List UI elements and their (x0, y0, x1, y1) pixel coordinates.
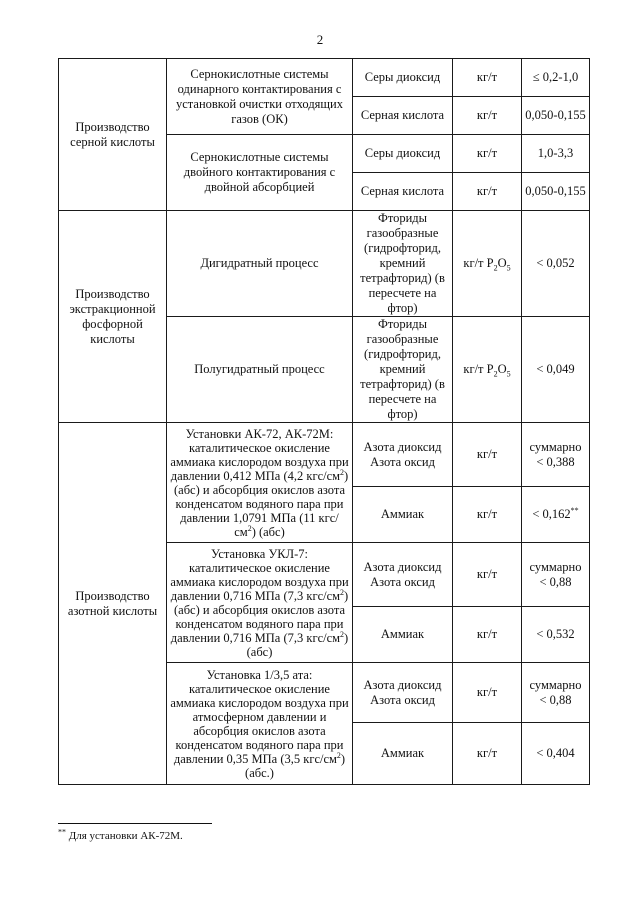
process-cell: Дигидратный процесс (167, 211, 353, 317)
unit-cell: кг/т $P_2O_5$ (453, 317, 522, 423)
unit-cell: кг/т $P_2O_5$ (453, 211, 522, 317)
substance-cell: Серы диоксид (353, 135, 453, 173)
value-cell: < 0,404 (522, 723, 590, 785)
unit-cell: кг/т (453, 135, 522, 173)
footnote-text: Для установки АК-72М. (68, 830, 183, 842)
process-cell: Полугидратный процесс (167, 317, 353, 423)
process-cell: Установки АК-72, АК-72М: каталитическое окисление аммиака кислородом воздуха при давлении 0,412 МПа (4,2 кгс/$см^2$) (абс) и абсорбция окислов азота конденсатом водяного пара при давлении 1,0791 МПа (11 кгс/$см^2$) (абс) (167, 423, 353, 543)
substance-cell: Аммиак (353, 607, 453, 663)
unit-cell: кг/т (453, 173, 522, 211)
section-cell: Производство экстракционной фосфорной кислоты (59, 211, 167, 423)
table-row (59, 211, 590, 317)
substance-cell: Аммиак (353, 723, 453, 785)
substance-cell: Фториды газообразные (гидрофторид, кремний тетрафторид) (в пересчете на фтор) (353, 211, 453, 317)
table-row (59, 423, 590, 487)
process-cell: Сернокислотные системы двойного контактирования с двойной абсорбцией (167, 135, 353, 211)
value-cell: 1,0-3,3 (522, 135, 590, 173)
value-cell: < 0,049 (522, 317, 590, 423)
substance-cell: Азота диоксид Азота оксид (353, 663, 453, 723)
substance-cell: Серная кислота (353, 97, 453, 135)
substance-cell: Азота диоксид Азота оксид (353, 423, 453, 487)
table-row (59, 59, 590, 97)
value-cell: < 0,162** (522, 487, 590, 543)
value-cell: суммарно < 0,88 (522, 543, 590, 607)
unit-cell: кг/т (453, 607, 522, 663)
value-cell: < 0,052 (522, 211, 590, 317)
section-cell: Производство серной кислоты (59, 59, 167, 211)
unit-cell: кг/т (453, 487, 522, 543)
unit-cell: кг/т (453, 59, 522, 97)
process-cell: Сернокислотные системы одинарного контактирования с установкой очистки отходящих газов (ОК) (167, 59, 353, 135)
unit-cell: кг/т (453, 423, 522, 487)
footnote (58, 827, 183, 842)
substance-cell: Серная кислота (353, 173, 453, 211)
value-cell: 0,050-0,155 (522, 173, 590, 211)
substance-cell: Азота диоксид Азота оксид (353, 543, 453, 607)
value-cell: суммарно < 0,388 (522, 423, 590, 487)
emission-norms-table (58, 58, 590, 785)
footnote-mark: ** (58, 827, 66, 837)
substance-cell: Аммиак (353, 487, 453, 543)
unit-cell: кг/т (453, 97, 522, 135)
page-number: 2 (316, 32, 324, 47)
value-cell: < 0,532 (522, 607, 590, 663)
process-cell: Установка УКЛ-7: каталитическое окисление аммиака кислородом воздуха при давлении 0,716 МПа (7,3 кгс/$см^2$) (абс) и абсорбция окислов азота конденсатом водяного пара при давлении 0,716 МПа (7,3 кгс/$см^2$) (абс) (167, 543, 353, 663)
footnote-divider (58, 823, 212, 824)
value-cell: 0,050-0,155 (522, 97, 590, 135)
substance-cell: Серы диоксид (353, 59, 453, 97)
value-cell: ≤ 0,2-1,0 (522, 59, 590, 97)
unit-cell: кг/т (453, 723, 522, 785)
unit-cell: кг/т (453, 663, 522, 723)
unit-cell: кг/т (453, 543, 522, 607)
substance-cell: Фториды газообразные (гидрофторид, кремний тетрафторид) (в пересчете на фтор) (353, 317, 453, 423)
process-cell: Установка 1/3,5 ата: каталитическое окисление аммиака кислородом воздуха при атмосферном давлении и абсорбция окислов азота конденсатом водяного пара при давлении 0,35 МПа (3,5 кгс/$см^2$) (абс.) (167, 663, 353, 785)
value-cell: суммарно < 0,88 (522, 663, 590, 723)
section-cell: Производство азотной кислоты (59, 423, 167, 785)
